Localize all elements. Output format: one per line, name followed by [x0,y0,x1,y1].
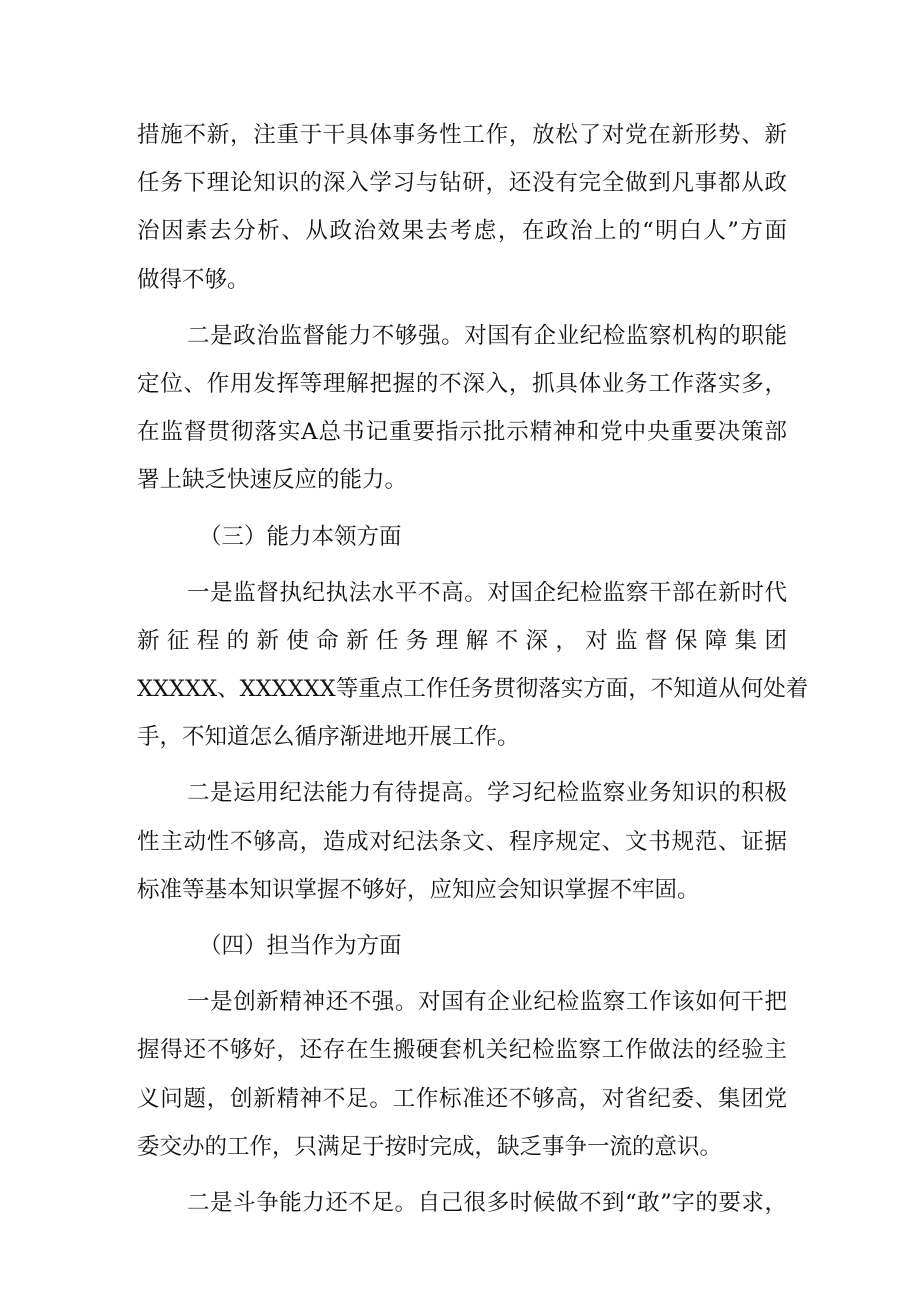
text-line: XXXXX、XXXXXX等重点工作任务贯彻落实方面，不知道从何处着 [137,676,809,703]
section-heading: （三）能力本领方面 [199,523,402,550]
text-line: 署上缺乏快速反应的能力。 [137,467,408,494]
paragraph-first-line: 一是监督执纪执法水平不高。对国企纪检监察干部在新时代 [187,579,787,606]
text-line: 标准等基本知识掌握不够好，应知应会知识掌握不牢固。 [137,876,700,903]
text-line: 义问题，创新精神不足。工作标准还不够高，对省纪委、集团党 [137,1085,787,1112]
text-line: 任务下理论知识的深入学习与钻研，还没有完全做到凡事都从政 [137,170,787,197]
paragraph-first-line: 二是政治监督能力不够强。对国有企业纪检监察机构的职能 [187,322,787,349]
text-line: 握得还不够好，还存在生搬硬套机关纪检监察工作做法的经验主 [137,1037,787,1064]
text-line: 治因素去分析、从政治效果去考虑，在政治上的“明白人”方面 [137,218,787,245]
paragraph-first-line: 二是运用纪法能力有待提高。学习纪检监察业务知识的积极 [187,780,787,807]
text-line: 措施不新，注重于干具体事务性工作，放松了对党在新形势、新 [137,122,787,148]
text-line: 做得不够。 [137,266,250,293]
text-line: 手，不知道怎么循序渐进地开展工作。 [137,724,520,751]
document-body [137,111,809,1227]
section-heading: （四）担当作为方面 [199,933,402,959]
text-line: 在监督贯彻落实A总书记重要指示批示精神和党中央重要决策部 [137,419,787,446]
text-line: 新征程的新使命新任务理解不深，对监督保障集团 [137,627,787,654]
text-line: 委交办的工作，只满足于按时完成，缺乏事争一流的意识。 [137,1133,723,1160]
text-line: 定位、作用发挥等理解把握的不深入，抓具体业务工作落实多， [137,370,787,397]
paragraph-first-line: 一是创新精神还不强。对国有企业纪检监察工作该如何干把 [187,989,787,1016]
paragraph-first-line: 二是斗争能力还不足。自己很多时候做不到“敢”字的要求， [187,1189,787,1216]
text-line: 性主动性不够高，造成对纪法条文、程序规定、文书规范、证据 [137,828,787,855]
